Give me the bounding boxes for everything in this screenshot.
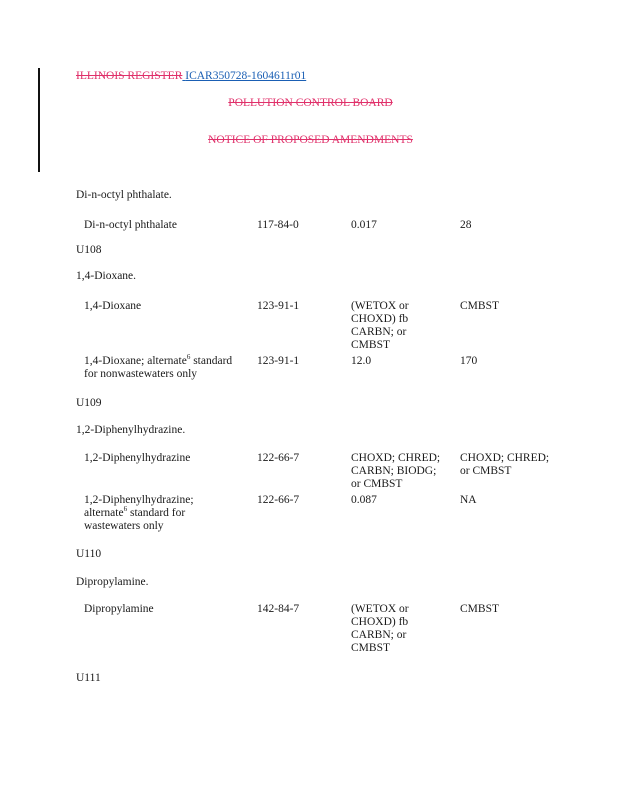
board-header [0, 97, 621, 109]
waste-code: U110 [76, 548, 102, 560]
cas-number: 122-66-7 [257, 494, 300, 506]
constituent-heading: Dipropylamine. [76, 576, 149, 588]
nonwastewater-standard: NA [460, 494, 477, 506]
constituent-name: 1,4-Dioxane [84, 300, 142, 312]
constituent-heading: 1,2-Diphenylhydrazine. [76, 424, 186, 436]
waste-code: U109 [76, 397, 102, 409]
cas-number: 123-91-1 [257, 355, 300, 367]
nonwastewater-standard: CMBST [460, 300, 499, 312]
constituent-heading: Di-n-octyl phthalate. [76, 189, 172, 201]
notice-struck-text: NOTICE OF PROPOSED AMENDMENTS [208, 134, 413, 146]
constituent-name: 1,2-Diphenylhydrazine [84, 452, 191, 464]
constituent-heading: 1,4-Dioxane. [76, 270, 137, 282]
wastewater-standard: 0.017 [351, 219, 377, 231]
register-inserted-text: ICAR350728-1604611r01 [185, 70, 307, 82]
waste-code: U108 [76, 244, 102, 256]
nonwastewater-standard: 170 [460, 355, 478, 367]
nonwastewater-standard: CHOXD; CHRED; or CMBST [460, 452, 550, 477]
waste-code: U111 [76, 672, 101, 684]
wastewater-standard: (WETOX or CHOXD) fb CARBN; or CMBST [351, 300, 409, 351]
constituent-name: Dipropylamine [84, 603, 154, 615]
revision-change-bar [38, 68, 40, 172]
constituent-name: 1,2-Diphenylhydrazine; alternate$^6$ standard for wastewaters only [84, 494, 194, 532]
constituent-name: Di-n-octyl phthalate [84, 219, 177, 231]
board-struck-text: POLLUTION CONTROL BOARD [228, 97, 393, 109]
cas-number: 122-66-7 [257, 452, 300, 464]
notice-header [0, 134, 621, 146]
nonwastewater-standard: 28 [460, 219, 472, 231]
cas-number: 117-84-0 [257, 219, 299, 231]
wastewater-standard: (WETOX or CHOXD) fb CARBN; or CMBST [351, 603, 409, 654]
wastewater-standard: CHOXD; CHRED; CARBN; BIODG; or CMBST [351, 452, 441, 490]
nonwastewater-standard: CMBST [460, 603, 499, 615]
register-header [76, 70, 306, 82]
constituent-name: 1,4-Dioxane; alternate$^6$ standard for nonwastewaters only [84, 353, 233, 380]
cas-number: 123-91-1 [257, 300, 300, 312]
wastewater-standard: 0.087 [351, 494, 377, 506]
wastewater-standard: 12.0 [351, 355, 372, 367]
cas-number: 142-84-7 [257, 603, 300, 615]
register-struck-text: ILLINOIS REGISTER [76, 70, 183, 82]
